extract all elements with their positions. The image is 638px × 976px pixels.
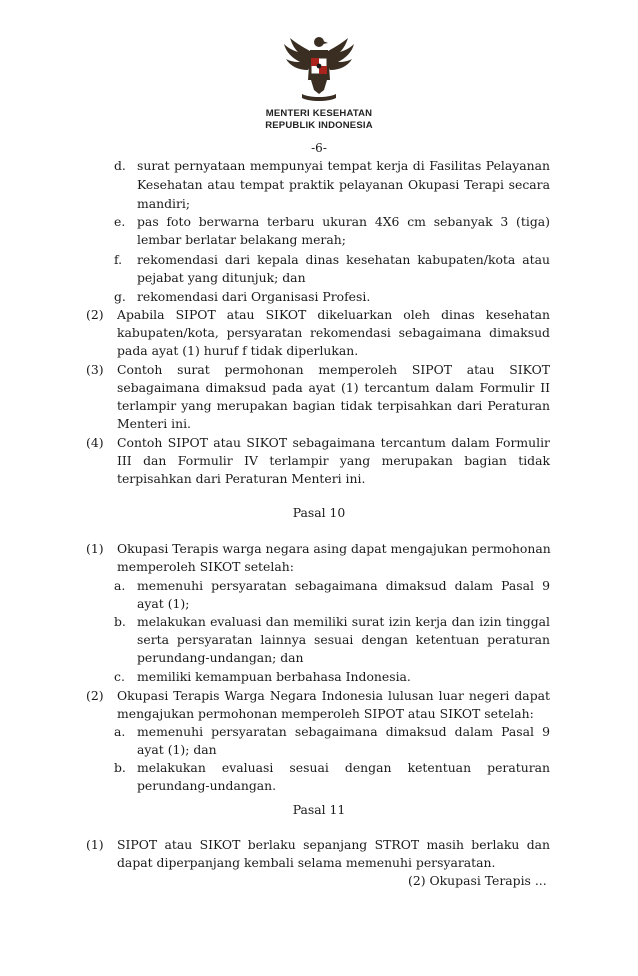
institution-name-line1: MENTERI KESEHATAN <box>265 108 373 119</box>
text-line: memenuhi persyaratan sebagaimana dimaksud dalam Pasal 9 <box>137 724 550 739</box>
text-line: III dan Formulir IV terlampir yang merupakan bagian tidak <box>117 453 550 468</box>
article-heading: Pasal 10 <box>292 505 346 520</box>
clause-label: (1) <box>86 541 104 556</box>
text-line: Menteri ini. <box>117 416 191 431</box>
text-line: sebagaimana dimaksud pada ayat (1) tercantum dalam Formulir II <box>117 380 550 395</box>
text-line: Contoh SIPOT atau SIKOT sebagaimana tercantum dalam Formulir <box>117 435 550 450</box>
text-line: surat pernyataan mempunyai tempat kerja di Fasilitas Pelayanan <box>137 158 550 173</box>
text-line: terpisahkan dari Peraturan Menteri ini. <box>117 471 366 486</box>
text-line: Contoh surat permohonan memperoleh SIPOT atau SIKOT <box>117 362 550 377</box>
item-label: d. <box>114 158 126 173</box>
item-label: g. <box>114 289 126 304</box>
text-line: perundang-undangan; dan <box>137 650 304 665</box>
text-line: dapat diperpanjang kembali selama memenuhi persyaratan. <box>117 855 496 870</box>
text-line: pejabat yang ditunjuk; dan <box>137 270 306 285</box>
text-line: lembar berlatar belakang merah; <box>137 232 346 247</box>
item-label: b. <box>114 760 126 775</box>
text-line: Okupasi Terapis Warga Negara Indonesia lulusan luar negeri dapat <box>117 688 550 703</box>
text-line: Kesehatan atau tempat praktik pelayanan Okupasi Terapi secara <box>137 177 550 192</box>
text-line: kabupaten/kota, persyaratan rekomendasi sebagaimana dimaksud <box>117 325 550 340</box>
text-line: mengajukan permohonan memperoleh SIPOT atau SIKOT setelah: <box>117 706 534 721</box>
text-line: pada ayat (1) huruf f tidak diperlukan. <box>117 343 359 358</box>
text-line: mandiri; <box>137 196 191 211</box>
text-line: memenuhi persyaratan sebagaimana dimaksud dalam Pasal 9 <box>137 578 550 593</box>
garuda-emblem-icon <box>278 24 360 106</box>
text-line: Okupasi Terapis warga negara asing dapat mengajukan permohonan <box>117 541 551 556</box>
text-line: memperoleh SIKOT setelah: <box>117 559 294 574</box>
item-label: e. <box>114 214 126 229</box>
text-line: serta persyaratan lainnya sesuai dengan ketentuan peraturan <box>137 632 550 647</box>
text-line: terlampir yang merupakan bagian tidak terpisahkan dari Peraturan <box>117 398 550 413</box>
item-label: a. <box>114 724 126 739</box>
text-line: SIPOT atau SIKOT berlaku sepanjang STROT masih berlaku dan <box>117 837 550 852</box>
clause-label: (2) <box>86 307 104 322</box>
institution-name-line2: REPUBLIK INDONESIA <box>265 120 373 131</box>
item-label: b. <box>114 614 126 629</box>
clause-label: (1) <box>86 837 104 852</box>
item-label: f. <box>114 252 123 267</box>
text-line: ayat (1); <box>137 596 190 611</box>
text-line: rekomendasi dari Organisasi Profesi. <box>137 289 371 304</box>
article-heading: Pasal 11 <box>292 802 346 817</box>
clause-label: (3) <box>86 362 104 377</box>
item-label: c. <box>114 669 125 684</box>
clause-label: (2) <box>86 688 104 703</box>
clause-label: (4) <box>86 435 104 450</box>
text-line: memiliki kemampuan berbahasa Indonesia. <box>137 669 411 684</box>
text-line: rekomendasi dari kepala dinas kesehatan kabupaten/kota atau <box>137 252 550 267</box>
text-line: melakukan evaluasi dan memiliki surat izin kerja dan izin tinggal <box>137 614 550 629</box>
continuation-note: (2) Okupasi Terapis ... <box>408 873 547 888</box>
text-line: perundang-undangan. <box>137 778 277 793</box>
page-number: -6- <box>311 141 327 155</box>
text-line: Apabila SIPOT atau SIKOT dikeluarkan oleh dinas kesehatan <box>117 307 550 322</box>
text-line: ayat (1); dan <box>137 742 217 757</box>
item-label: a. <box>114 578 126 593</box>
text-line: melakukan evaluasi sesuai dengan ketentuan peraturan <box>137 760 550 775</box>
text-line: pas foto berwarna terbaru ukuran 4X6 cm sebanyak 3 (tiga) <box>137 214 550 229</box>
